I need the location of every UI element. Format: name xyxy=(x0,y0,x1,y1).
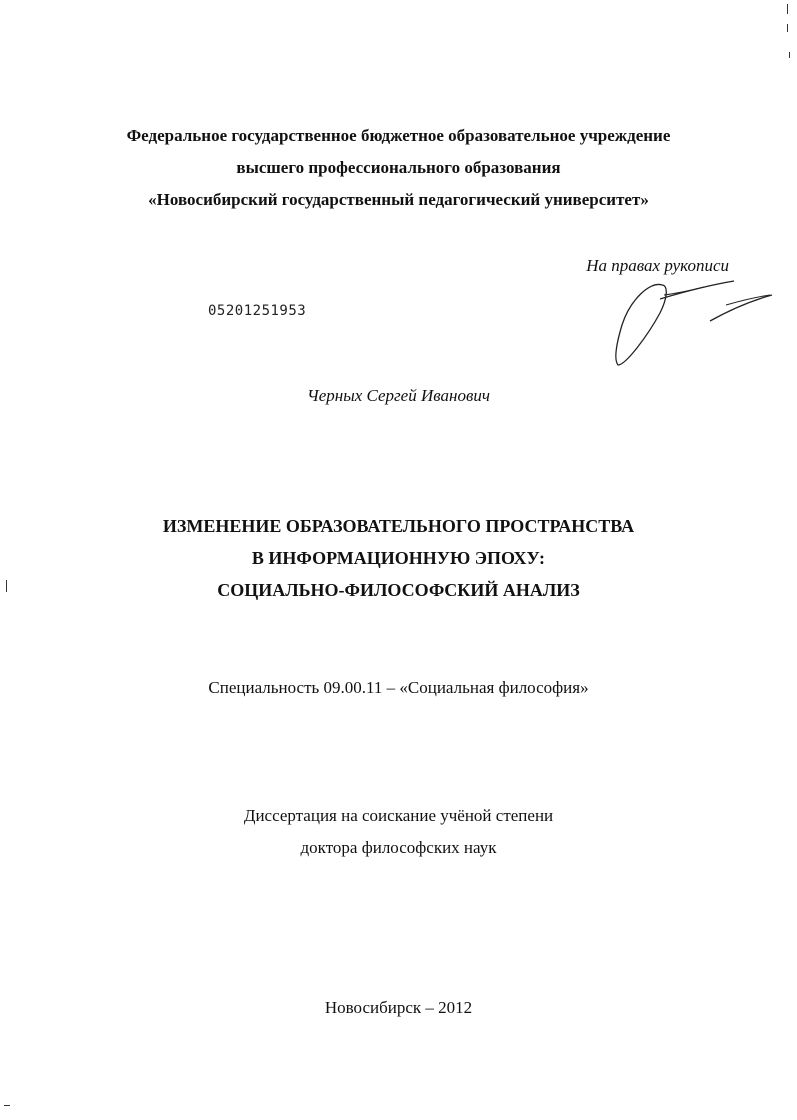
specialty: Специальность 09.00.11 – «Социальная философия» xyxy=(208,678,589,697)
title-line-3: СОЦИАЛЬНО-ФИЛОСОФСКИЙ АНАЛИЗ xyxy=(217,580,580,600)
author-name: Черных Сергей Иванович xyxy=(307,386,490,405)
institution-line-3: «Новосибирский государственный педагогический университет» xyxy=(148,190,649,209)
title-line-2: В ИНФОРМАЦИОННУЮ ЭПОХУ: xyxy=(251,548,546,568)
scan-mark xyxy=(787,24,788,32)
handwritten-signature xyxy=(600,275,780,370)
institution-line-2: высшего профессионального образования xyxy=(236,158,561,177)
institution-line-1: Федеральное государственное бюджетное образовательное учреждение xyxy=(126,126,671,145)
degree-line-2: доктора философских наук xyxy=(300,838,497,857)
scan-mark xyxy=(789,52,790,58)
scan-mark xyxy=(4,1105,10,1106)
place-year: Новосибирск – 2012 xyxy=(324,998,473,1017)
scan-mark xyxy=(787,4,788,14)
title-line-1: ИЗМЕНЕНИЕ ОБРАЗОВАТЕЛЬНОГО ПРОСТРАНСТВА xyxy=(162,516,635,536)
document-code: 05201251953 xyxy=(208,303,307,319)
degree-line-1: Диссертация на соискание учёной степени xyxy=(243,806,554,825)
manuscript-note: На правах рукописи xyxy=(586,256,729,275)
